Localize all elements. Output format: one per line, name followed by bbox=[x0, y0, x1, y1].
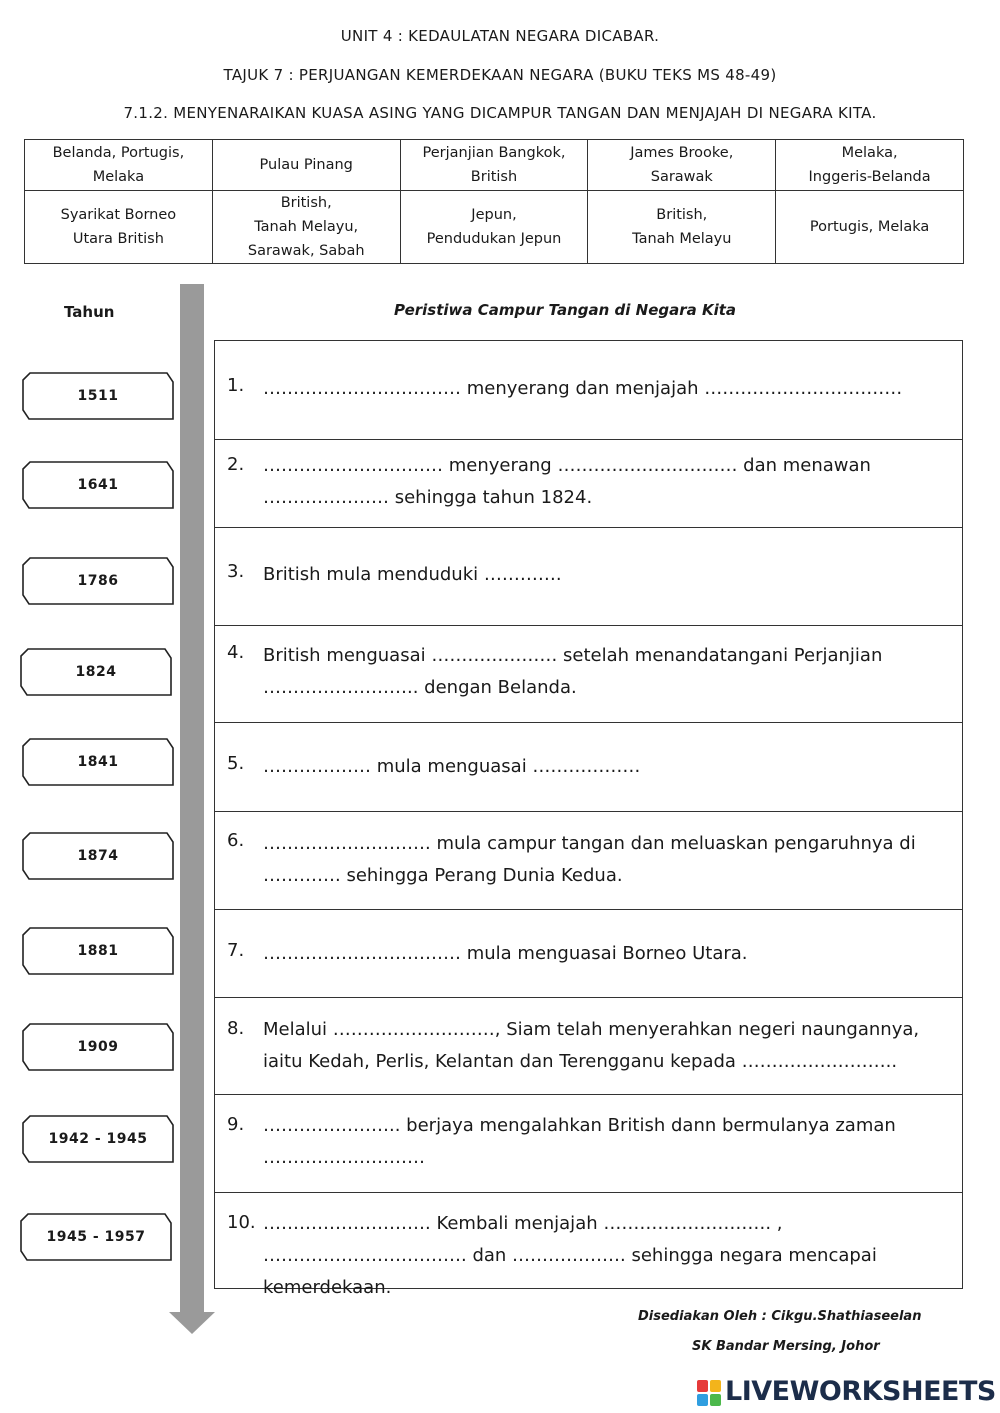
answer-option[interactable]: James Brooke, Sarawak bbox=[588, 140, 776, 191]
year-label: 1909 bbox=[77, 1039, 119, 1055]
year-label: 1874 bbox=[77, 848, 119, 864]
event-row bbox=[215, 1192, 962, 1298]
year-box bbox=[22, 461, 174, 509]
event-row bbox=[215, 997, 962, 1094]
answer-option[interactable]: British, Tanah Melayu bbox=[588, 191, 776, 264]
event-number: 7. bbox=[227, 940, 245, 961]
event-text[interactable]: …………………………… menyerang dan menjajah …………………………… bbox=[263, 378, 903, 399]
liveworksheets-logo-icon bbox=[697, 1380, 723, 1408]
year-box bbox=[22, 927, 174, 975]
school-name: SK Bandar Mersing, Johor bbox=[692, 1339, 880, 1354]
year-box bbox=[22, 557, 174, 605]
event-number: 10. bbox=[227, 1212, 256, 1233]
event-text[interactable]: ………………………… menyerang ………………………… dan menawan ………………… sehingga tahun 1824. bbox=[263, 455, 871, 508]
event-row bbox=[215, 811, 962, 909]
event-row bbox=[215, 341, 962, 439]
event-number: 2. bbox=[227, 454, 245, 475]
event-column-heading: Peristiwa Campur Tangan di Negara Kita bbox=[394, 301, 737, 319]
event-list bbox=[214, 340, 963, 1298]
event-text[interactable]: ………………………. mula campur tangan dan meluaskan pengaruhnya di …………. sehingga Perang Dunia Kedua. bbox=[263, 833, 916, 886]
event-number: 6. bbox=[227, 830, 245, 851]
learning-objective: 7.1.2. MENYENARAIKAN KUASA ASING YANG DICAMPUR TANGAN DAN MENJAJAH DI NEGARA KITA. bbox=[123, 104, 877, 122]
event-row bbox=[215, 1094, 962, 1192]
year-box bbox=[22, 1115, 174, 1163]
year-label: 1942 - 1945 bbox=[48, 1131, 148, 1147]
event-row bbox=[215, 527, 962, 625]
event-row bbox=[215, 722, 962, 811]
answer-option[interactable]: Syarikat Borneo Utara British bbox=[25, 191, 213, 264]
event-text[interactable]: ……………… mula menguasai ……………… bbox=[263, 756, 641, 777]
year-label: 1881 bbox=[77, 943, 119, 959]
event-number: 9. bbox=[227, 1114, 245, 1135]
event-text[interactable]: ………………………. Kembali menjajah ………………………. , ……………………………. dan ………………. sehingga negara mencapai kemerdekaan. bbox=[263, 1213, 877, 1298]
answer-option[interactable]: Pulau Pinang bbox=[212, 140, 400, 191]
event-number: 4. bbox=[227, 642, 245, 663]
year-label: 1786 bbox=[77, 573, 119, 589]
event-row bbox=[215, 439, 962, 527]
unit-title: UNIT 4 : KEDAULATAN NEGARA DICABAR. bbox=[340, 27, 660, 45]
event-number: 8. bbox=[227, 1018, 245, 1039]
year-box bbox=[20, 1213, 172, 1261]
answer-option[interactable]: Belanda, Portugis, Melaka bbox=[25, 140, 213, 191]
answer-option[interactable]: Perjanjian Bangkok, British bbox=[400, 140, 588, 191]
year-column-heading: Tahun bbox=[64, 303, 115, 321]
event-text[interactable]: British mula menduduki …………. bbox=[263, 564, 562, 585]
year-box bbox=[22, 372, 174, 420]
event-text[interactable]: …………………………… mula menguasai Borneo Utara. bbox=[263, 943, 748, 964]
answer-bank-table bbox=[24, 139, 964, 264]
event-row bbox=[215, 909, 962, 997]
answer-option[interactable]: Melaka, Inggeris-Belanda bbox=[776, 140, 964, 191]
answer-bank-row bbox=[25, 140, 964, 191]
timeline-arrow-head-icon bbox=[169, 1312, 215, 1334]
event-text[interactable]: Melalui ………………………, Siam telah menyerahkan negeri naungannya, iaitu Kedah, Perlis, Kelantan dan Terengganu kepada …………………….. bbox=[263, 1019, 920, 1072]
year-box bbox=[22, 1023, 174, 1071]
year-label: 1824 bbox=[75, 664, 117, 680]
timeline-arrow-shaft bbox=[180, 284, 204, 1314]
answer-option[interactable]: Portugis, Melaka bbox=[776, 191, 964, 264]
answer-option[interactable]: British, Tanah Melayu, Sarawak, Sabah bbox=[212, 191, 400, 264]
topic-title: TAJUK 7 : PERJUANGAN KEMERDEKAAN NEGARA (BUKU TEKS MS 48-49) bbox=[223, 66, 777, 84]
answer-option[interactable]: Jepun, Pendudukan Jepun bbox=[400, 191, 588, 264]
event-number: 3. bbox=[227, 561, 245, 582]
year-label: 1511 bbox=[77, 388, 119, 404]
year-label: 1641 bbox=[77, 477, 119, 493]
prepared-by: Disediakan Oleh : Cikgu.Shathiaseelan bbox=[638, 1309, 922, 1324]
event-text[interactable]: British menguasai ………………… setelah menandatangani Perjanjian …………………….. dengan Belanda. bbox=[263, 645, 883, 698]
event-number: 5. bbox=[227, 753, 245, 774]
event-text[interactable]: ………………….. berjaya mengalahkan British dann bermulanya zaman ……………………… bbox=[263, 1115, 896, 1168]
year-box bbox=[22, 738, 174, 786]
event-row bbox=[215, 625, 962, 722]
answer-bank-row bbox=[25, 191, 964, 264]
event-number: 1. bbox=[227, 375, 245, 396]
year-label: 1945 - 1957 bbox=[46, 1229, 146, 1245]
liveworksheets-wordmark: LIVEWORKSHEETS bbox=[725, 1376, 996, 1407]
year-box bbox=[22, 832, 174, 880]
year-label: 1841 bbox=[77, 754, 119, 770]
year-box bbox=[20, 648, 172, 696]
